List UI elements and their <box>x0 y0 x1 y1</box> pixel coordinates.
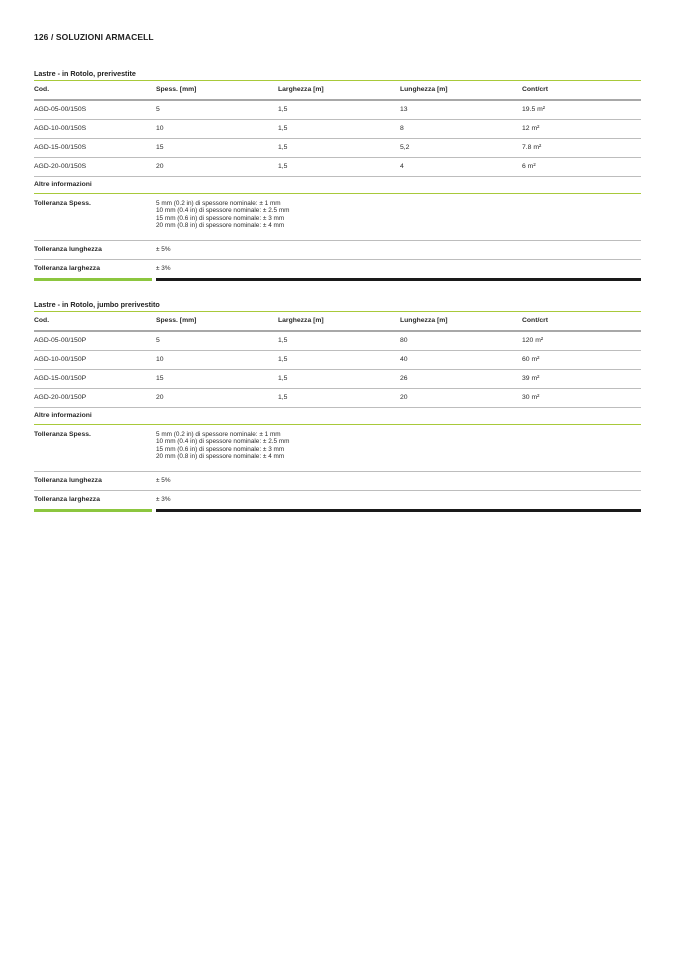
column-header-cod: Cod. <box>34 317 50 324</box>
tolerance-thickness-row <box>34 194 641 241</box>
cell-cod: AGD-10-00/150P <box>34 356 87 363</box>
tolerance-thickness-label: Tolleranza Spess. <box>34 200 91 207</box>
table-row <box>34 389 641 408</box>
tolerance-length-value: ± 5% <box>156 246 171 253</box>
column-header-cont-crt: Cont/crt <box>522 86 549 93</box>
tolerance-length-label: Tolleranza lunghezza <box>34 246 102 253</box>
cell-cod: AGD-10-00/150S <box>34 125 87 132</box>
rule-bar <box>156 278 641 281</box>
cell-lunghezza: 4 <box>400 163 404 170</box>
column-header-lunghezza: Lunghezza [m] <box>400 86 448 93</box>
table-row <box>34 370 641 389</box>
cell-larghezza: 1,5 <box>278 356 288 363</box>
cell-cod: AGD-05-00/150P <box>34 337 87 344</box>
tolerance-thickness-row <box>34 425 641 472</box>
section-jumbo-prerivestito <box>34 299 641 512</box>
cell-cod: AGD-20-00/150P <box>34 394 87 401</box>
info-heading: Altre informazioni <box>34 177 641 194</box>
tolerance-line: 5 mm (0.2 in) di spessore nominale: ± 1 mm <box>156 431 281 438</box>
cell-lunghezza: 80 <box>400 337 408 344</box>
cell-cont-crt: 6 m² <box>522 163 536 170</box>
cell-spessore: 10 <box>156 356 164 363</box>
cell-spessore: 20 <box>156 394 164 401</box>
tolerance-width-row <box>34 491 641 509</box>
section-bottom-rule <box>34 509 641 512</box>
column-header-spessore: Spess. [mm] <box>156 86 197 93</box>
page-header: 126 / SOLUZIONI ARMACELL <box>34 32 154 42</box>
tolerance-width-row <box>34 260 641 278</box>
cell-cod: AGD-15-00/150P <box>34 375 87 382</box>
cell-cont-crt: 60 m² <box>522 356 540 363</box>
cell-lunghezza: 20 <box>400 394 408 401</box>
cell-cod: AGD-20-00/150S <box>34 163 87 170</box>
cell-spessore: 10 <box>156 125 164 132</box>
table-header-row <box>34 81 641 101</box>
section-title: Lastre - in Rotolo, prerivestite <box>34 69 136 78</box>
tolerance-line: 20 mm (0.8 in) di spessore nominale: ± 4 mm <box>156 222 285 230</box>
column-header-larghezza: Larghezza [m] <box>278 86 324 93</box>
tolerance-length-row <box>34 241 641 260</box>
column-header-cont-crt: Cont/crt <box>522 317 549 324</box>
table-row <box>34 158 641 177</box>
tolerance-thickness-label: Tolleranza Spess. <box>34 431 91 438</box>
cell-lunghezza: 13 <box>400 106 408 113</box>
table-row <box>34 351 641 370</box>
tolerance-thickness-values <box>156 194 290 230</box>
tolerance-width-label: Tolleranza larghezza <box>34 496 100 503</box>
section-title: Lastre - in Rotolo, jumbo prerivestito <box>34 300 160 309</box>
cell-spessore: 15 <box>156 144 164 151</box>
cell-larghezza: 1,5 <box>278 163 288 170</box>
cell-cont-crt: 7.8 m² <box>522 144 542 151</box>
cell-larghezza: 1,5 <box>278 337 288 344</box>
accent-bar <box>34 509 152 512</box>
tolerance-width-value: ± 3% <box>156 496 171 503</box>
cell-cont-crt: 39 m² <box>522 375 540 382</box>
rule-bar <box>156 509 641 512</box>
cell-lunghezza: 40 <box>400 356 408 363</box>
cell-lunghezza: 8 <box>400 125 404 132</box>
table-row <box>34 101 641 120</box>
cell-lunghezza: 5,2 <box>400 144 410 151</box>
tolerance-line: 15 mm (0.6 in) di spessore nominale: ± 3 mm <box>156 214 285 222</box>
tolerance-line: 10 mm (0.4 in) di spessore nominale: ± 2.5 mm <box>156 438 290 446</box>
tolerance-width-label: Tolleranza larghezza <box>34 265 100 272</box>
tolerance-line: 5 mm (0.2 in) di spessore nominale: ± 1 mm <box>156 200 281 207</box>
tolerance-line: 20 mm (0.8 in) di spessore nominale: ± 4 mm <box>156 453 285 461</box>
table-row <box>34 332 641 351</box>
column-header-cod: Cod. <box>34 86 50 93</box>
info-heading: Altre informazioni <box>34 408 641 425</box>
cell-cod: AGD-05-00/150S <box>34 106 87 113</box>
tolerance-thickness-values <box>156 425 290 461</box>
tolerance-length-value: ± 5% <box>156 477 171 484</box>
cell-spessore: 5 <box>156 106 160 113</box>
accent-bar <box>34 278 152 281</box>
section-bottom-rule <box>34 278 641 281</box>
cell-spessore: 5 <box>156 337 160 344</box>
column-header-spessore: Spess. [mm] <box>156 317 197 324</box>
tolerance-line: 10 mm (0.4 in) di spessore nominale: ± 2.5 mm <box>156 207 290 215</box>
cell-larghezza: 1,5 <box>278 125 288 132</box>
table-row <box>34 120 641 139</box>
cell-cont-crt: 30 m² <box>522 394 540 401</box>
cell-larghezza: 1,5 <box>278 394 288 401</box>
column-header-lunghezza: Lunghezza [m] <box>400 317 448 324</box>
table-header-row <box>34 312 641 332</box>
cell-larghezza: 1,5 <box>278 144 288 151</box>
cell-cont-crt: 120 m² <box>522 337 544 344</box>
cell-cont-crt: 12 m² <box>522 125 540 132</box>
cell-spessore: 20 <box>156 163 164 170</box>
cell-cont-crt: 19.5 m² <box>522 106 546 113</box>
cell-larghezza: 1,5 <box>278 375 288 382</box>
table-row <box>34 139 641 158</box>
column-header-larghezza: Larghezza [m] <box>278 317 324 324</box>
cell-lunghezza: 26 <box>400 375 408 382</box>
cell-spessore: 15 <box>156 375 164 382</box>
tolerance-width-value: ± 3% <box>156 265 171 272</box>
tolerance-line: 15 mm (0.6 in) di spessore nominale: ± 3 mm <box>156 445 285 453</box>
tolerance-length-label: Tolleranza lunghezza <box>34 477 102 484</box>
cell-cod: AGD-15-00/150S <box>34 144 87 151</box>
section-prerivestite <box>34 68 641 281</box>
cell-larghezza: 1,5 <box>278 106 288 113</box>
tolerance-length-row <box>34 472 641 491</box>
